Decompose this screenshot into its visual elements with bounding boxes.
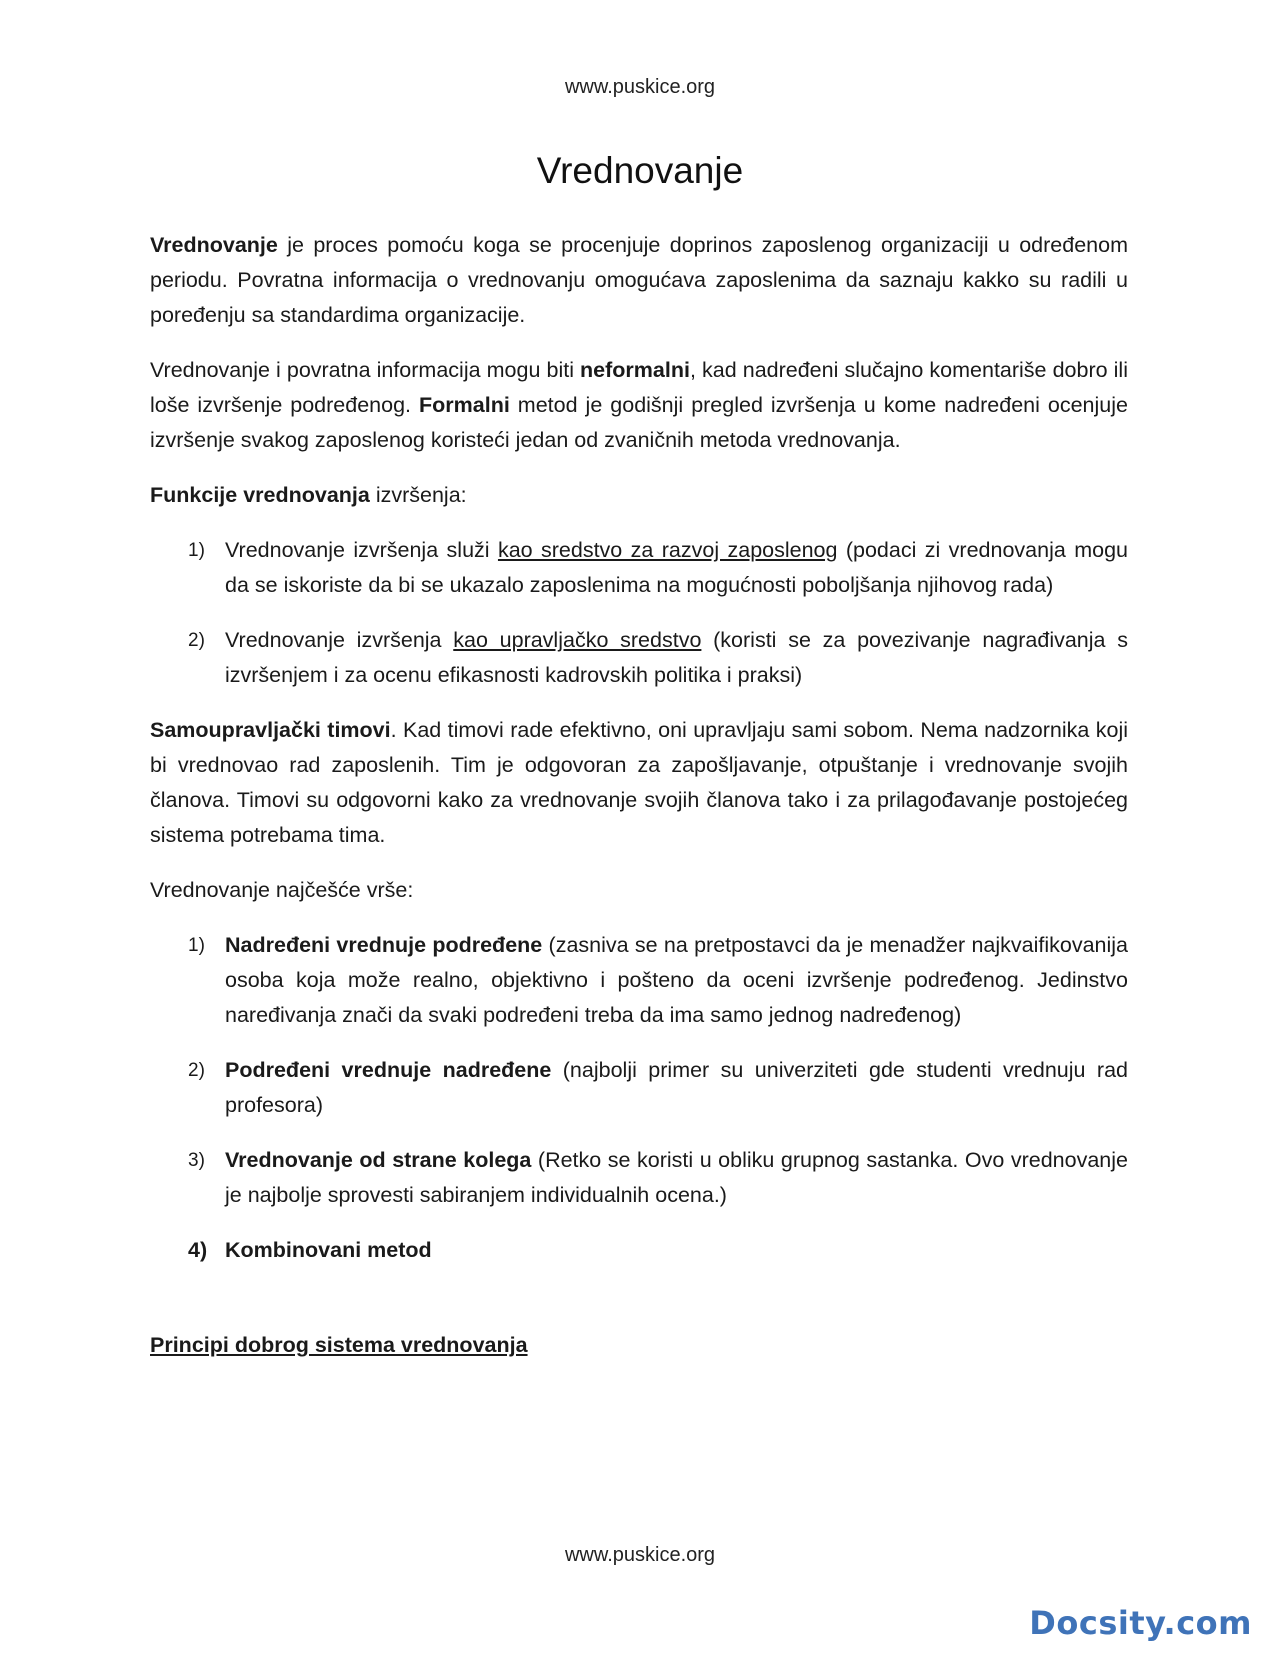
docsity-watermark[interactable]: Docsity.com xyxy=(1029,1604,1252,1642)
list-item xyxy=(150,623,1128,693)
functions-list xyxy=(150,533,1128,693)
who-text: (Retko se koristi u obliku grupnog sastanka. Ovo vrednovanje je najbolje sprovesti sabiranjem individualnih ocena.) xyxy=(225,1148,1128,1207)
document-body xyxy=(150,228,1128,1363)
who-term: Nadređeni vrednuje podređene xyxy=(225,933,543,957)
intro-term: Vrednovanje xyxy=(150,233,278,257)
function-text-2: (koristi se za povezivanje nagrađivanja s izvršenjem i za ocenu efikasnosti kadrovskih politika i praksi) xyxy=(225,628,1128,687)
term-neformalni: neformalni xyxy=(580,358,690,382)
list-item xyxy=(150,1233,1128,1268)
formality-text-3: metod je godišnji pregled izvršenja u kome nadređeni ocenjuje izvršenje svakog zaposlenog koristeći jedan od zvaničnih metoda vrednovanja. xyxy=(150,393,1128,452)
intro-text: je proces pomoću koga se procenjuje doprinos zaposlenog organizaciji u određenom periodu. Povratna informacija o vrednovanju omogućava zaposlenima da saznaju kakko su radili u poređenju sa standardima organizacije. xyxy=(150,233,1128,327)
list-number: 1) xyxy=(188,935,205,956)
teams-text: . Kad timovi rade efektivno, oni upravljaju sami sobom. Nema nadzornika koji bi vrednovao rad zaposlenih. Tim je odgovoran za zapošljavanje, otpuštanje i vrednovanje svojih članova. Timovi su odgovorni kako za vrednovanje svojih članova tako i za prilagođavanje postojećeg sistema potrebama tima. xyxy=(150,718,1128,847)
teams-term: Samoupravljački timovi xyxy=(150,718,391,742)
function-underlined: kao sredstvo za razvoj zaposlenog xyxy=(497,538,838,562)
teams-paragraph xyxy=(150,713,1128,853)
function-text-1: Vrednovanje izvršenja služi xyxy=(225,538,498,562)
functions-heading xyxy=(150,478,1128,513)
who-text: (zasniva se na pretpostavci da je menadžer najkvaifikovanija osoba koja može realno, objektivno i pošteno da oceni izvršenje podređenog. Jedinstvo naređivanja znači da svaki podređeni treba da ima samo jednog nadređenog) xyxy=(225,933,1128,1027)
function-text-1: Vrednovanje izvršenja xyxy=(225,628,454,652)
list-number: 2) xyxy=(188,1060,205,1081)
function-underlined: kao upravljačko sredstvo xyxy=(453,628,702,652)
intro-paragraph xyxy=(150,228,1128,333)
functions-heading-bold: Funkcije vrednovanja xyxy=(150,483,370,507)
list-number: 1) xyxy=(188,540,205,561)
who-term: Podređeni vrednuje nadređene xyxy=(225,1058,552,1082)
formality-text-1: Vrednovanje i povratna informacija mogu biti xyxy=(150,358,581,382)
formality-paragraph xyxy=(150,353,1128,458)
page-footer-url: www.puskice.org xyxy=(564,1544,716,1566)
list-number: 2) xyxy=(188,630,205,651)
list-item xyxy=(150,533,1128,603)
list-item xyxy=(150,928,1128,1033)
who-heading: Vrednovanje najčešće vrše: xyxy=(150,878,414,902)
formality-text-2: , kad nadređeni slučajno komentariše dobro ili loše izvršenje podređenog. xyxy=(150,358,1128,417)
page-title: Vrednovanje xyxy=(536,150,744,191)
functions-heading-rest: izvršenja: xyxy=(369,483,467,507)
list-item xyxy=(150,1143,1128,1213)
list-item xyxy=(150,1053,1128,1123)
who-text: (najbolji primer su univerziteti gde studenti vrednuju rad profesora) xyxy=(225,1058,1129,1117)
page-header-url: www.puskice.org xyxy=(564,76,716,98)
list-number: 4) xyxy=(188,1238,208,1262)
who-term: Vrednovanje od strane kolega xyxy=(225,1148,532,1172)
list-number: 3) xyxy=(188,1150,205,1171)
section-title: Principi dobrog sistema vrednovanja xyxy=(150,1333,528,1357)
function-text-2: (podaci zi vrednovanja mogu da se iskoriste da bi se ukazalo zaposlenima na mogućnosti poboljšanja njihovog rada) xyxy=(225,538,1128,597)
who-term: Kombinovani metod xyxy=(225,1238,432,1262)
term-formalni: Formalni xyxy=(419,393,510,417)
who-list xyxy=(150,928,1128,1268)
